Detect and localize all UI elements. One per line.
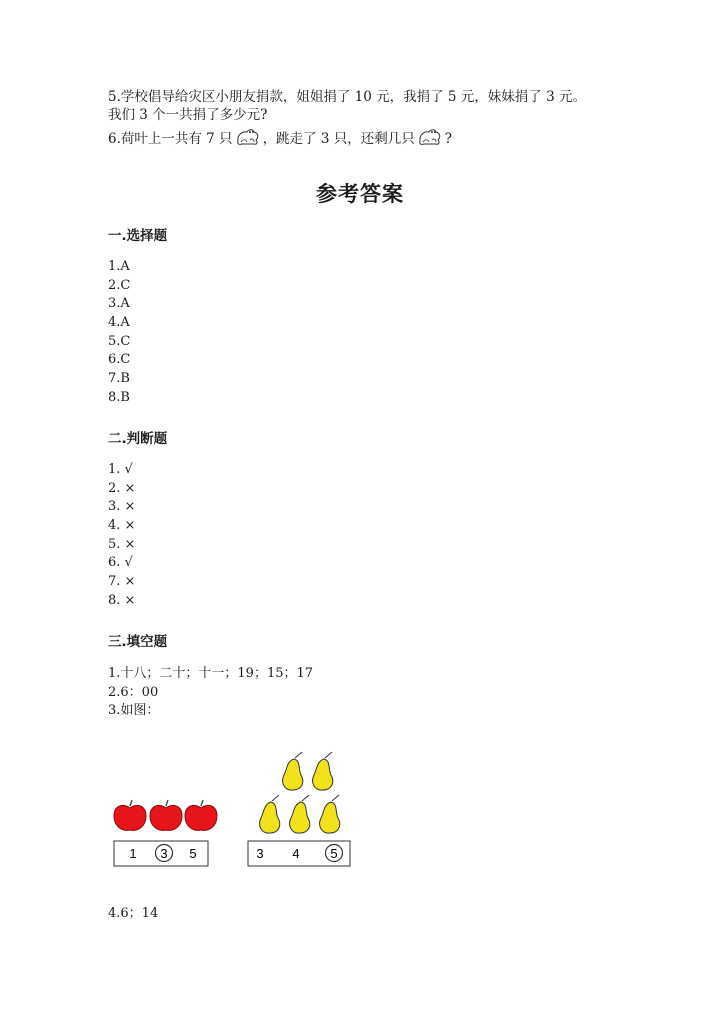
apple-box-number-circled: 3: [160, 846, 168, 861]
list-item: 2.6：00: [108, 684, 159, 700]
list-item: 3.如图：: [108, 703, 160, 719]
pear-icon: [283, 752, 303, 790]
apple-box-number: 1: [129, 846, 137, 861]
list-item: 1.A: [108, 259, 130, 274]
choice-answer-list: [108, 258, 130, 408]
list-item: 8.B: [108, 389, 130, 405]
pear-box-number-circled: 5: [330, 846, 338, 861]
pear-icon: [290, 795, 310, 833]
list-item: 1. √: [108, 462, 133, 477]
section-fill-heading: 三.填空题: [108, 634, 168, 650]
list-item: 1.十八；二十；十一；19；15；17: [108, 666, 314, 681]
pear-box-number: 4: [292, 846, 300, 861]
list-item: 4.6；14: [108, 906, 159, 921]
question-6-part-2: ，跳走了 3 只，还剩几只: [262, 131, 415, 147]
apple-box-number: 5: [189, 846, 197, 861]
list-item: 4.A: [108, 315, 130, 331]
list-item: 6.C: [108, 352, 131, 368]
list-item: 8. ×: [108, 592, 136, 608]
question-6: [108, 127, 452, 152]
apple-icon: [185, 800, 217, 830]
pear-icon: [313, 752, 333, 790]
judge-answer-list: [108, 461, 135, 611]
list-item: 3. ×: [108, 499, 136, 515]
list-item: 7. ×: [108, 574, 136, 590]
section-choice-heading: 一.选择题: [108, 228, 168, 244]
pear-box-number: 3: [256, 846, 264, 861]
list-item: 5.C: [108, 333, 131, 349]
apple-icon: [150, 800, 182, 830]
pear-icon: [260, 795, 280, 833]
fill-answer-list: [108, 665, 313, 721]
question-6-part-3: ?: [444, 131, 452, 147]
question-6-part-1: 6.荷叶上一共有 7 只: [108, 131, 233, 147]
list-item: 2.C: [108, 277, 131, 293]
list-item: 6. √: [108, 555, 133, 571]
answer-title: 参考答案: [316, 181, 404, 206]
list-item: 4. ×: [108, 518, 136, 534]
frog-icon: [235, 127, 261, 152]
section-judge-heading: 二.判断题: [108, 431, 168, 447]
frog-icon: [417, 127, 443, 152]
apple-icon: [114, 800, 146, 830]
question-5-line-1: 5.学校倡导给灾区小朋友捐款，姐姐捐了 10 元，我捐了 5 元，妹妹捐了 3 元。: [108, 89, 586, 105]
question-5-line-2: 我们 3 个一共捐了多少元?: [108, 107, 268, 123]
list-item: 3.A: [108, 296, 130, 312]
list-item: 7.B: [108, 371, 130, 387]
apples-pears-figure: [108, 748, 358, 873]
list-item: 2. ×: [108, 480, 136, 496]
list-item: 5. ×: [108, 536, 136, 552]
fill-answer-4: [108, 905, 158, 924]
pear-icon: [320, 795, 340, 833]
